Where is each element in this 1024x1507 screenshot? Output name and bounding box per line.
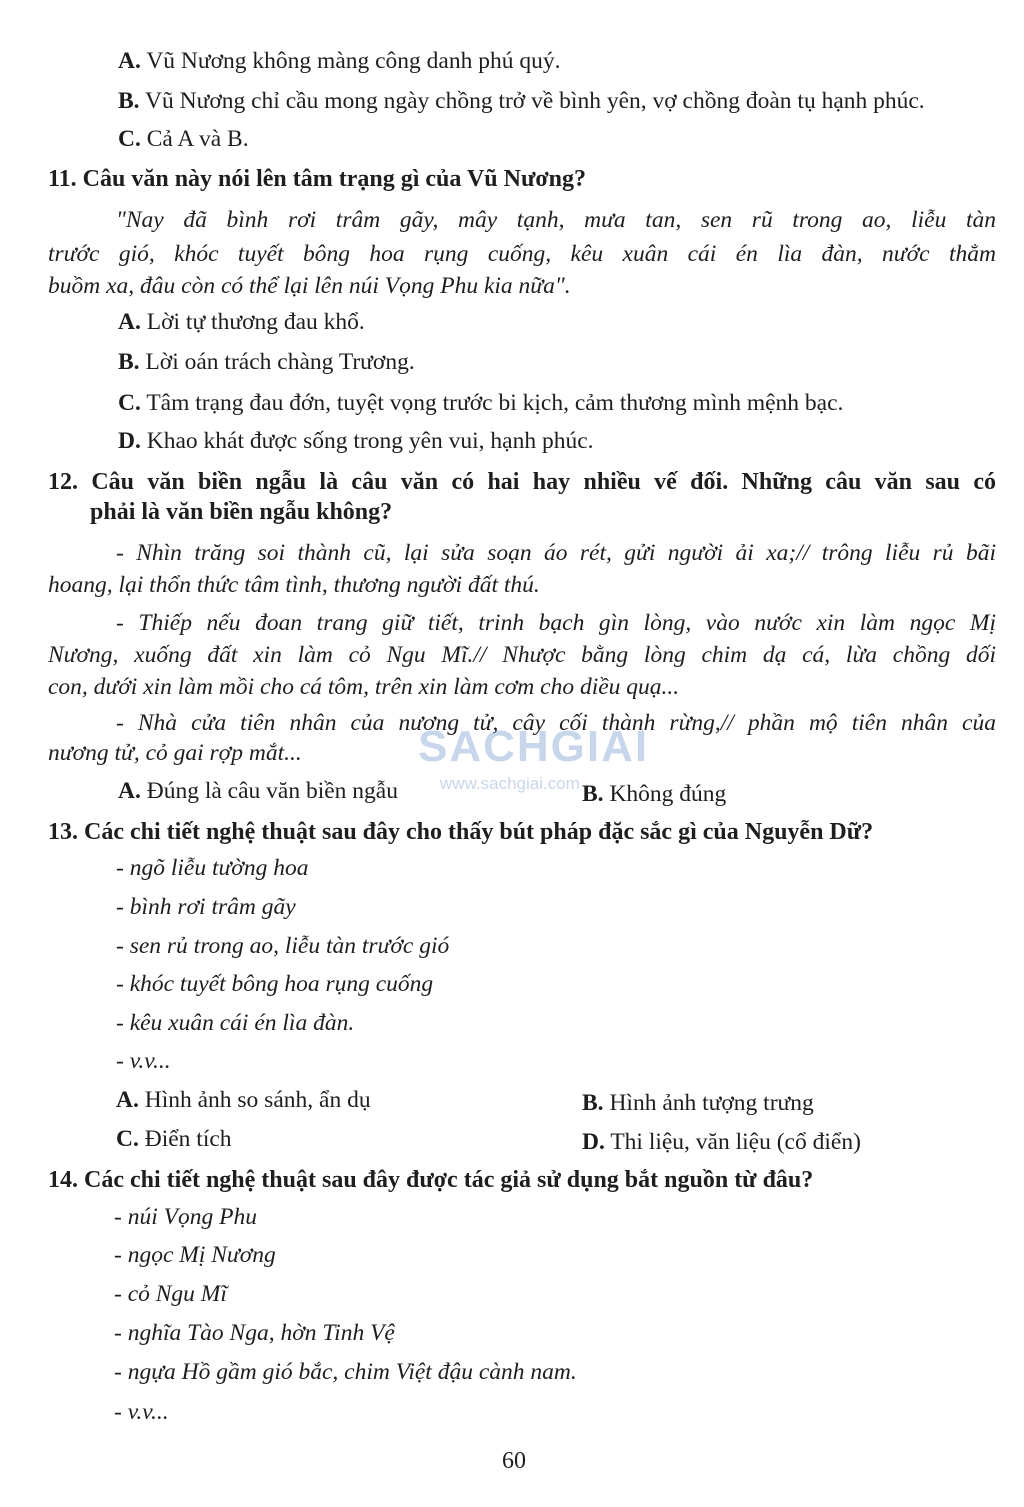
option-letter: B. [582,1090,604,1116]
option-letter: C. [116,1126,139,1152]
q13-item: - v.v... [116,1048,171,1074]
q13-option-b [582,1088,814,1118]
q12-quote-line: hoang, lại thổn thức tâm tình, thương người đất thú. [48,572,540,598]
q10-option-b [118,86,925,116]
q12-quote-line: - Nhìn trăng soi thành cũ, lại sửa soạn áo rét, gửi người ải xa;// trông liễu rủ bãi [116,540,996,566]
option-text: Khao khát được sống trong yên vui, hạnh phúc. [146,428,594,454]
q13-option-a [116,1085,371,1115]
q14-item: - v.v... [114,1399,169,1425]
option-letter: B. [118,349,140,375]
q11-option-d [118,426,594,456]
q11-quote-line: buồm xa, đâu còn có thể lại lên núi Vọng Phu kia nữa". [48,273,571,299]
q11-option-a [118,307,365,337]
option-letter: C. [118,126,141,152]
option-text: Tâm trạng đau đớn, tuyệt vọng trước bi kịch, cảm thương mình mệnh bạc. [146,390,844,416]
q10-option-a [118,46,561,76]
question-13: 13. Các chi tiết nghệ thuật sau đây cho thấy bút pháp đặc sắc gì của Nguyễn Dữ? [48,819,874,845]
option-text: Thi liệu, văn liệu (cổ điển) [610,1129,861,1155]
q11-option-b [118,347,415,377]
q12-quote-line: con, dưới xin làm mồi cho cá tôm, trên xin làm cơm cho diều quạ... [48,674,680,700]
q14-item: - ngọc Mị Nương [114,1242,276,1268]
option-letter: A. [116,1087,139,1113]
option-text: Đúng là câu văn biền ngẫu [146,778,398,804]
q14-item: - cỏ Ngu Mĩ [114,1281,227,1307]
option-letter: A. [118,48,141,74]
option-letter: D. [582,1129,605,1155]
option-letter: D. [118,428,141,454]
q12-option-a [118,776,398,806]
watermark-url: www.sachgiai.com [440,774,580,793]
q12-quote-line: Nương, xuống đất xin làm cỏ Ngu Mĩ.// Nhược bằng lòng chim dạ cá, lừa chồng dối [48,642,996,668]
q11-option-c [118,388,843,418]
q12-quote-line: - Thiếp nếu đoan trang giữ tiết, trinh bạch gìn lòng, vào nước xin làm ngọc Mị [116,610,996,636]
q13-option-d [582,1127,861,1157]
option-text: Không đúng [609,781,727,807]
watermark [418,722,650,802]
option-text: Điển tích [144,1126,232,1152]
option-letter: A. [118,309,141,335]
watermark-brand: SACHGIAI [418,722,650,771]
q13-option-c [116,1124,232,1154]
question-11: 11. Câu văn này nói lên tâm trạng gì của Vũ Nương? [48,166,586,192]
q10-option-c [118,124,249,154]
option-text: Hình ảnh tượng trưng [609,1090,814,1116]
option-text: Cả A và B. [146,126,249,152]
option-letter: B. [582,781,604,807]
q11-quote-line: "Nay đã bình rơi trâm gãy, mây tạnh, mưa tan, sen rũ trong ao, liễu tàn [116,207,996,233]
q14-item: - núi Vọng Phu [114,1204,257,1230]
q14-item: - ngựa Hồ gầm gió bắc, chim Việt đậu cành nam. [114,1359,577,1385]
option-text: Lời oán trách chàng Trương. [145,349,415,375]
option-text: Vũ Nương không màng công danh phú quý. [146,48,561,74]
q14-item: - nghĩa Tào Nga, hờn Tinh Vệ [114,1320,395,1346]
q12-quote-line: - Nhà cửa tiên nhân của nương tử, cây cối thành rừng,// phần mộ tiên nhân của [116,710,996,736]
option-letter: C. [118,390,141,416]
question-14: 14. Các chi tiết nghệ thuật sau đây được tác giả sử dụng bắt nguồn từ đâu? [48,1167,814,1193]
q13-item: - ngõ liễu tường hoa [116,855,309,881]
q13-item: - bình rơi trâm gãy [116,894,296,920]
q11-quote-line: trước gió, khóc tuyết bông hoa rụng cuống, kêu xuân cái én lìa đàn, nước thẳm [48,241,996,267]
q12-quote-line: nương tử, cỏ gai rợp mắt... [48,740,302,766]
option-letter: A. [118,778,141,804]
q13-item: - kêu xuân cái én lìa đàn. [116,1010,355,1036]
option-text: Hình ảnh so sánh, ẩn dụ [144,1087,371,1113]
page-number: 60 [502,1448,526,1474]
q13-item: - khóc tuyết bông hoa rụng cuống [116,971,434,997]
question-12-line1: 12. Câu văn biền ngẫu là câu văn có hai hay nhiều vế đối. Những câu văn sau có [48,469,996,495]
q13-item: - sen rủ trong ao, liễu tàn trước gió [116,933,450,959]
option-letter: B. [118,88,140,114]
option-text: Lời tự thương đau khổ. [146,309,365,335]
option-text: Vũ Nương chỉ cầu mong ngày chồng trở về bình yên, vợ chồng đoàn tụ hạnh phúc. [145,88,925,114]
question-12-line2: phải là văn biền ngẫu không? [90,499,393,525]
